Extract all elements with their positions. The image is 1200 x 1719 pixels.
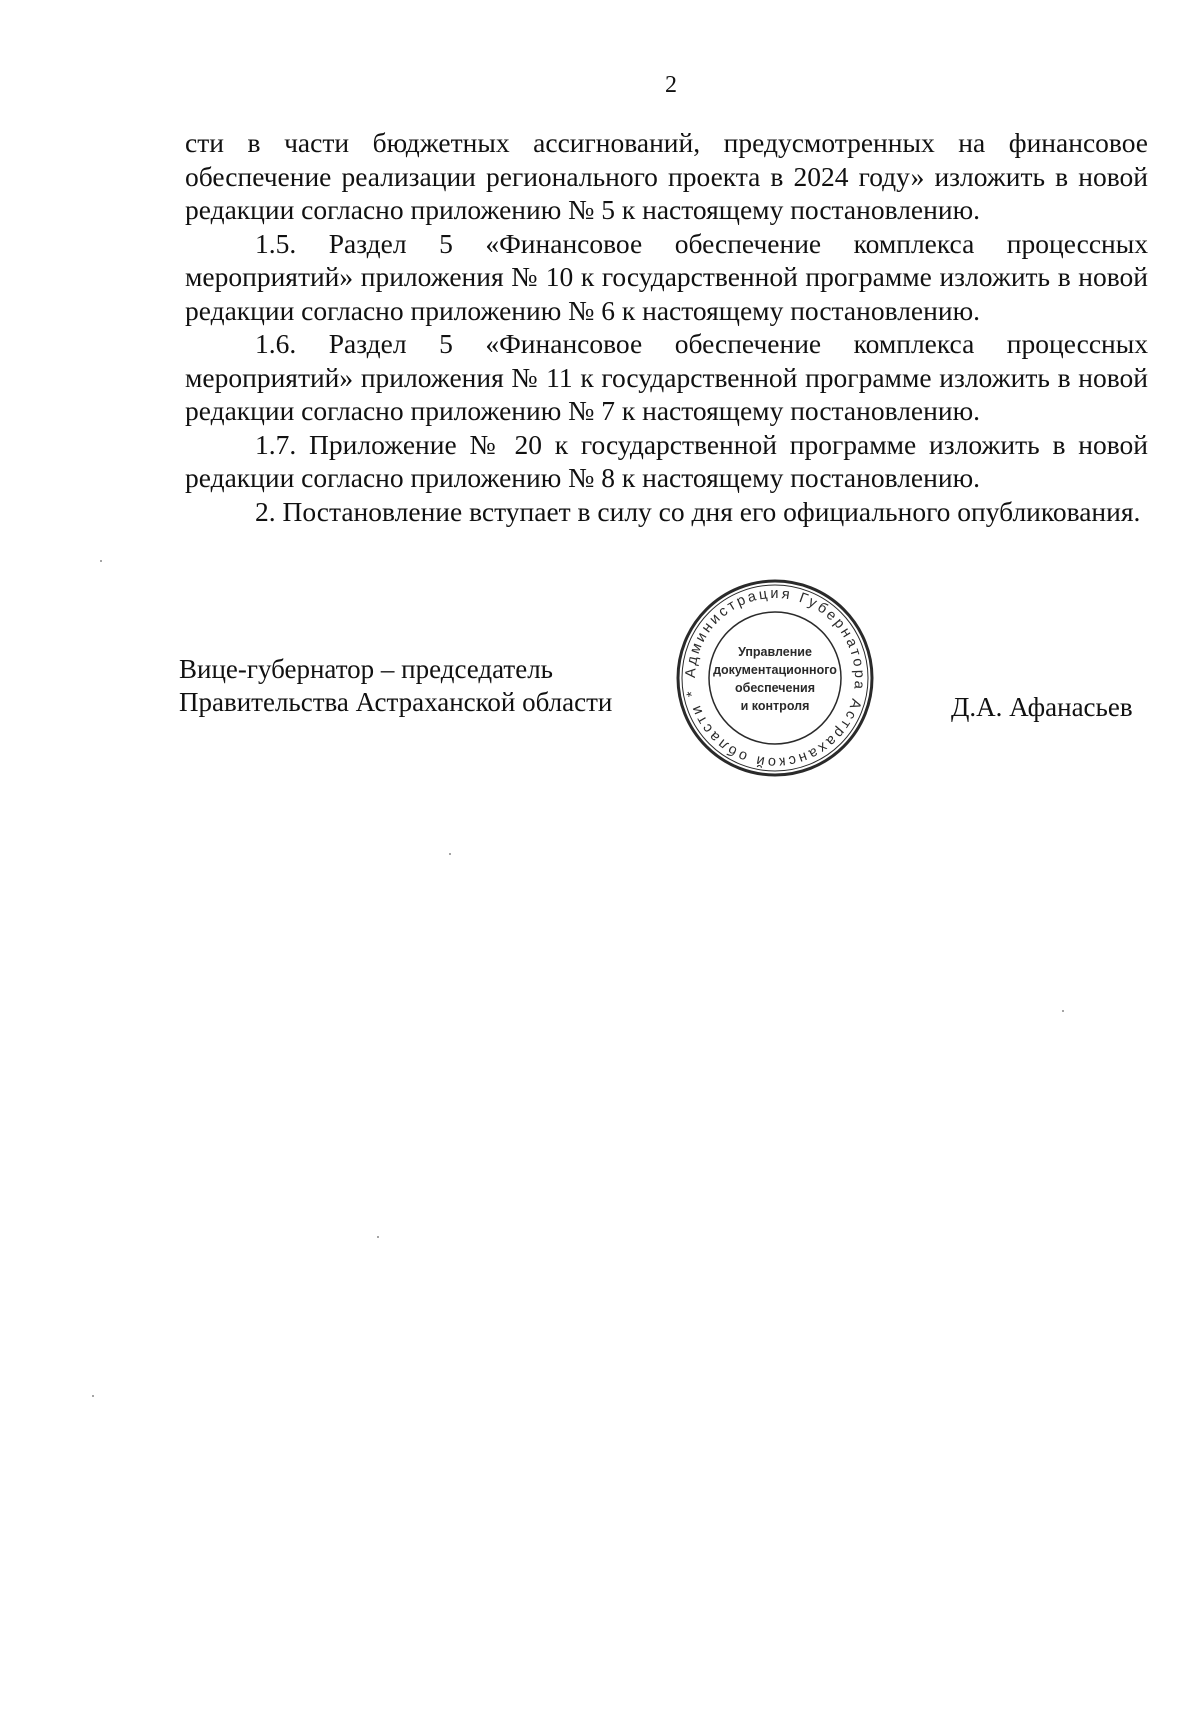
scan-speck (449, 853, 451, 855)
document-body (185, 126, 1148, 528)
paragraph: сти в части бюджетных ассигнований, предусмотренных на финансовое обеспечение реализации регионального проекта в 2024 году» изложить в новой редакции согласно приложению № 5 к настоящему постановлению. (185, 127, 1148, 225)
scan-speck (92, 1395, 94, 1397)
signatory-name: Д.А. Афанасьев (951, 692, 1133, 722)
stamp-center-line: Управление (738, 645, 812, 659)
scan-speck (377, 1236, 379, 1238)
paragraph: 2. Постановление вступает в силу со дня его официального опубликования. (255, 495, 1141, 527)
page-number: 2 (665, 72, 677, 98)
signatory-position-line: Правительства Астраханской области (179, 687, 613, 717)
paragraph: 1.6. Раздел 5 «Финансовое обеспечение комплекса процессных мероприятий» приложения № 11 к государственной программе изложить в новой редакции согласно приложению № 7 к настоящему постановлению. (185, 328, 1148, 426)
official-stamp (675, 578, 875, 778)
signatory-position-line: Вице-губернатор – председатель (179, 654, 553, 684)
stamp-seal-graphic (675, 578, 875, 778)
stamp-center-line: документационного (713, 663, 837, 677)
paragraph: 1.5. Раздел 5 «Финансовое обеспечение комплекса процессных мероприятий» приложения № 10 к государственной программе изложить в новой редакции согласно приложению № 6 к настоящему постановлению. (185, 227, 1148, 326)
scan-speck (1062, 1010, 1064, 1012)
scan-speck (100, 560, 102, 562)
stamp-ring-text: Администрация Губернатора Астраханской области * (682, 585, 868, 771)
signatory-position (179, 653, 612, 719)
stamp-center-line: обеспечения (734, 681, 816, 695)
stamp-center-line: и контроля (740, 699, 810, 713)
paragraph: 1.7. Приложение № 20 к государственной программе изложить в новой редакции согласно приложению № 8 к настоящему постановлению. (185, 428, 1148, 493)
